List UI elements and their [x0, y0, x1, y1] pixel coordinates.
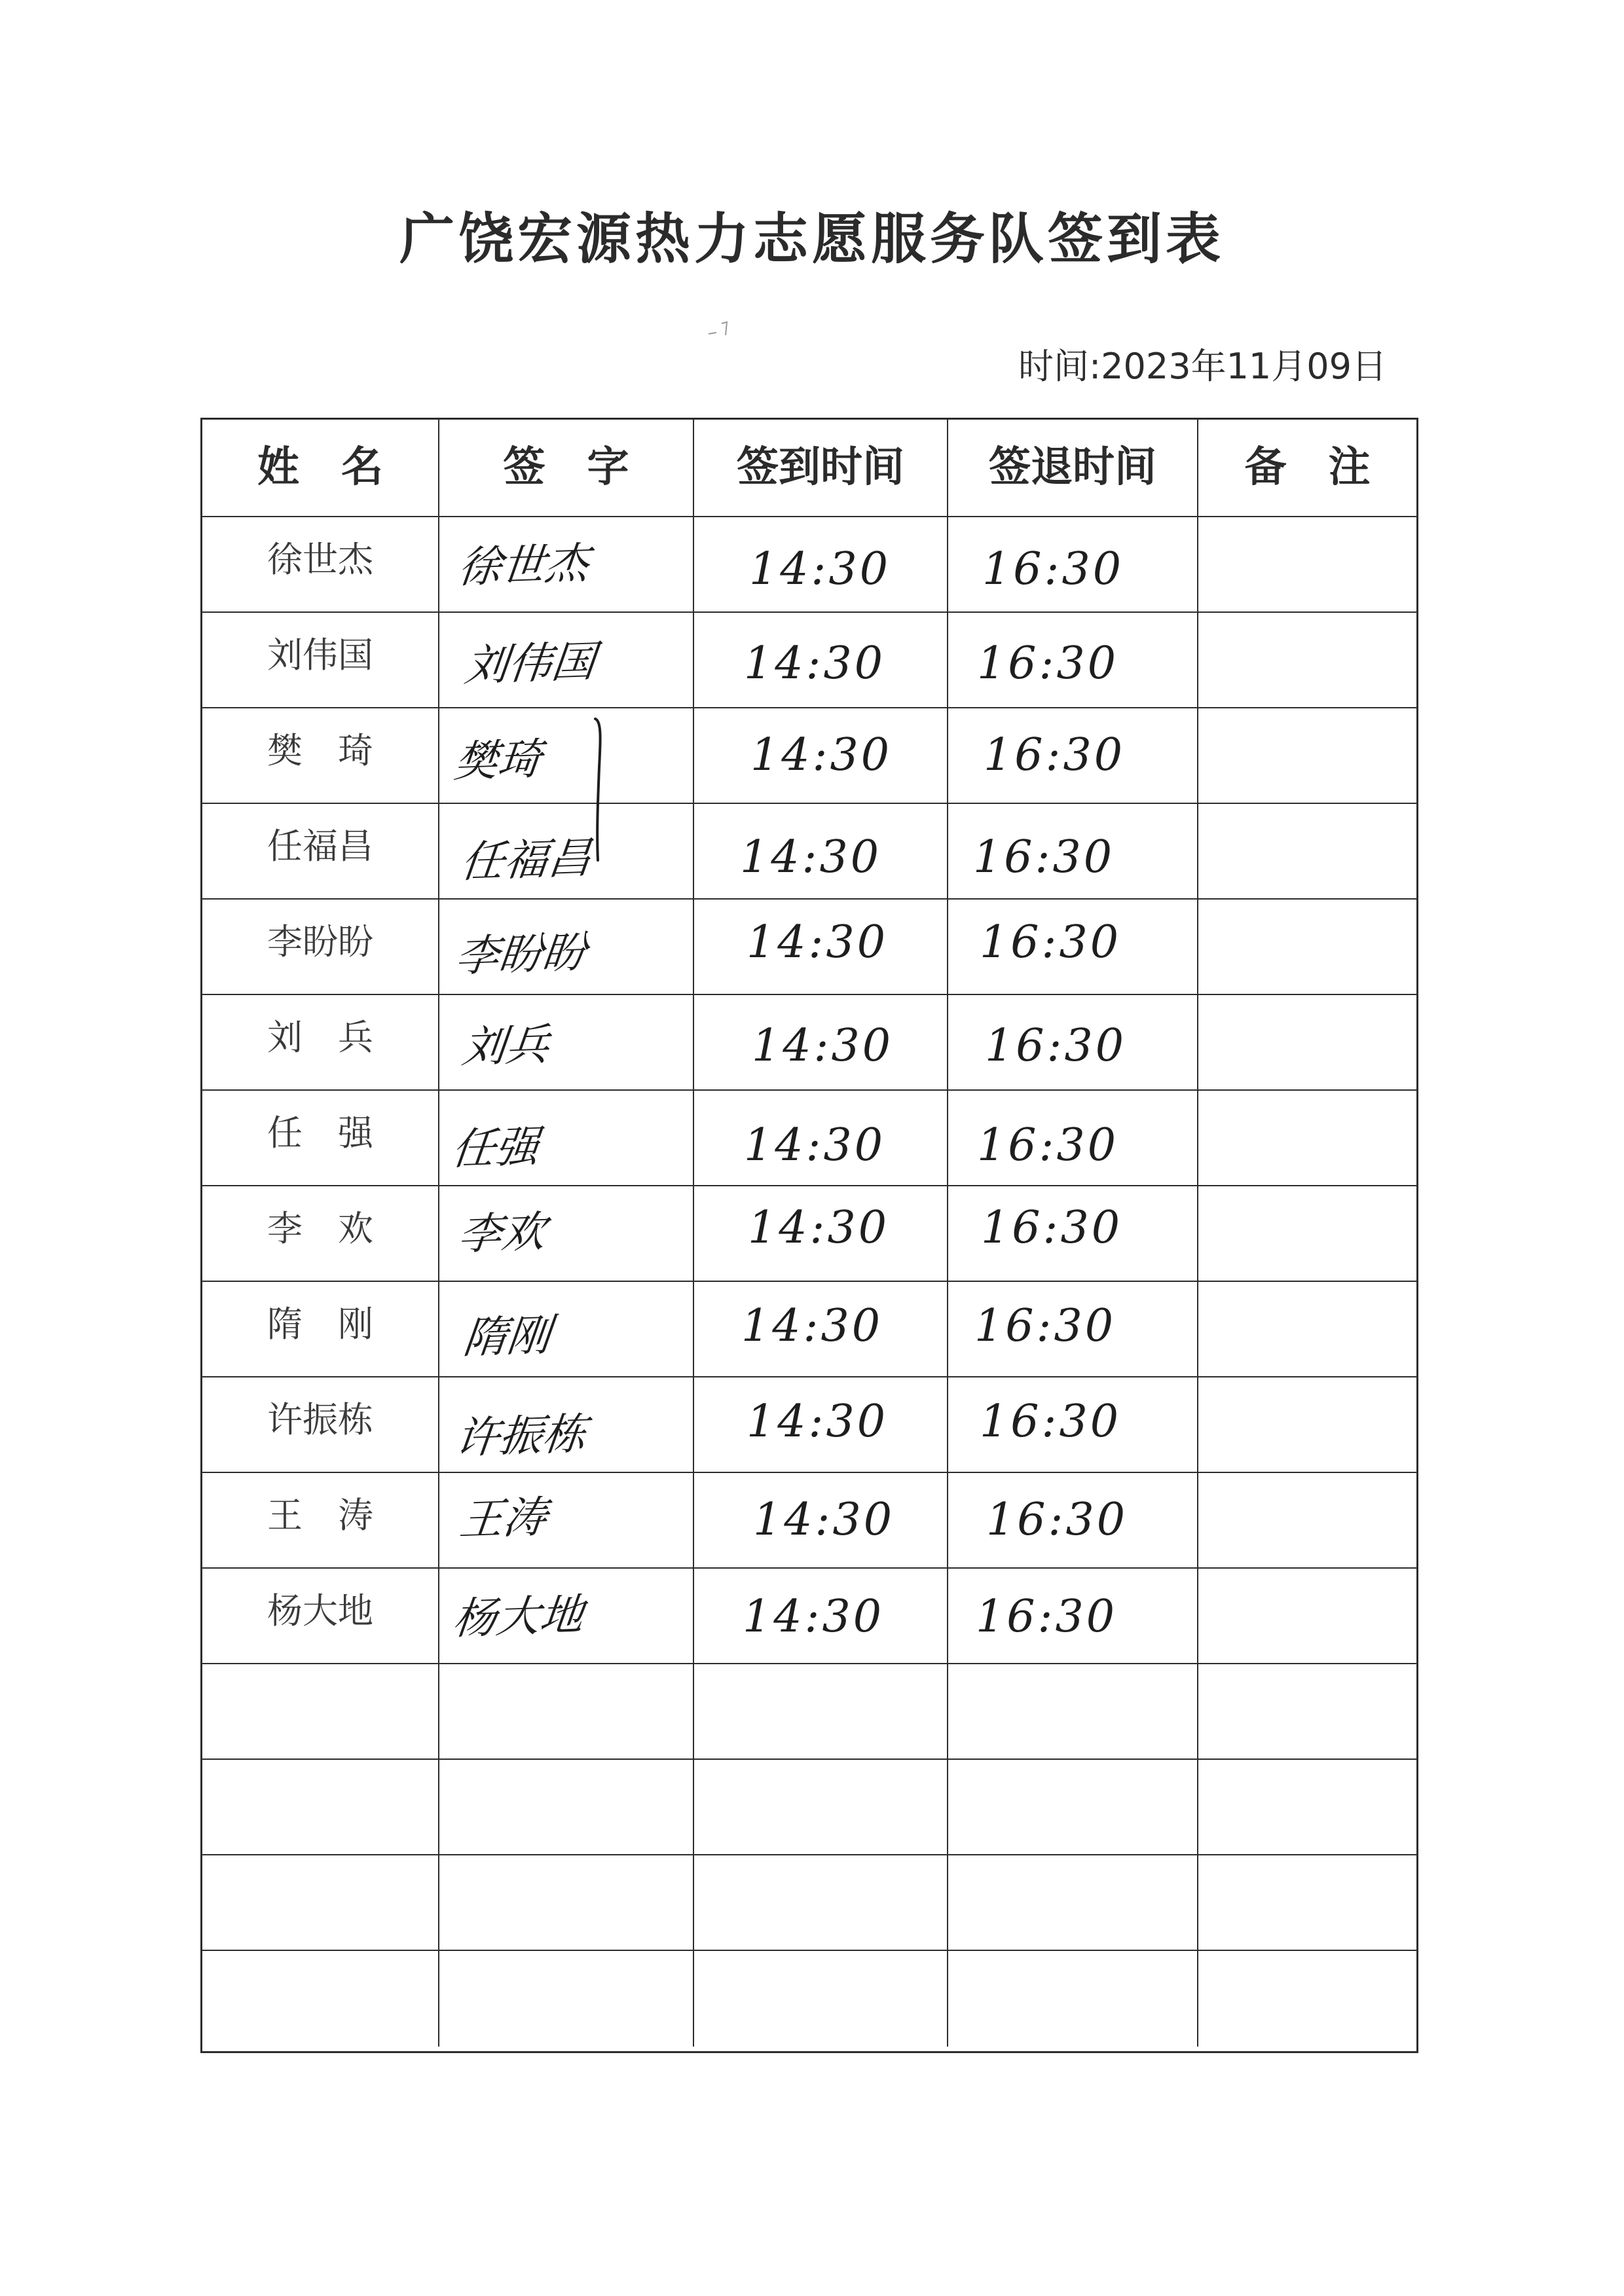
handwritten-checkin-time: 14:30	[750, 729, 892, 781]
checkin-cell	[694, 995, 948, 1091]
name-cell	[202, 900, 439, 995]
name-cell	[202, 1569, 439, 1664]
handwritten-signature: 刘伟国	[462, 636, 598, 691]
checkin-cell	[694, 1951, 948, 2047]
handwritten-checkout-time: 16:30	[980, 917, 1121, 968]
member-name: 任福昌	[267, 826, 373, 867]
table-row	[202, 900, 1416, 995]
member-name: 任 强	[267, 1112, 373, 1154]
handwritten-checkout-time: 16:30	[981, 1202, 1122, 1254]
member-name: 李 欢	[267, 1208, 373, 1249]
table-row	[202, 1282, 1416, 1377]
handwritten-checkin-time: 14:30	[752, 1020, 893, 1072]
table-row	[202, 1951, 1416, 2047]
handwritten-signature: 隋刚	[461, 1309, 553, 1364]
handwritten-checkin-time: 14:30	[747, 1396, 888, 1448]
table-row	[202, 1855, 1416, 1951]
checkout-cell	[948, 1282, 1198, 1377]
checkout-cell	[948, 1664, 1198, 1760]
checkout-cell	[948, 804, 1198, 900]
checkout-cell	[948, 1951, 1198, 2047]
handwritten-checkin-time: 14:30	[740, 831, 881, 883]
signature-cell	[439, 900, 694, 995]
table-row	[202, 517, 1416, 613]
table-row	[202, 995, 1416, 1091]
name-cell	[202, 1473, 439, 1569]
handwritten-checkin-time: 14:30	[743, 1591, 884, 1643]
remarks-cell	[1198, 1282, 1416, 1377]
handwritten-signature: 徐世杰	[455, 538, 591, 593]
checkin-cell	[694, 1855, 948, 1951]
member-name: 樊 琦	[267, 730, 373, 771]
name-cell	[202, 1091, 439, 1186]
handwritten-checkin-time: 14:30	[741, 1300, 883, 1352]
signature-cell	[439, 1760, 694, 1855]
signature-cell	[439, 1377, 694, 1473]
remarks-cell	[1198, 1664, 1416, 1760]
member-name: 李盼盼	[267, 921, 373, 962]
name-cell	[202, 1855, 439, 1951]
checkout-cell	[948, 1186, 1198, 1282]
sign-in-table	[200, 418, 1418, 2053]
handwritten-checkout-time: 16:30	[982, 543, 1124, 595]
date-label: 时间:2023年11月09日	[1018, 346, 1387, 387]
member-name: 刘伟国	[267, 634, 373, 676]
checkout-cell	[948, 1760, 1198, 1855]
checkin-cell	[694, 1282, 948, 1377]
name-cell	[202, 995, 439, 1091]
checkout-cell	[948, 900, 1198, 995]
handwritten-signature: 李盼盼	[452, 926, 589, 982]
signature-cell	[439, 1951, 694, 2047]
handwritten-signature: 任福昌	[458, 832, 594, 888]
member-name: 王 涛	[267, 1495, 373, 1536]
remarks-cell	[1198, 1760, 1416, 1855]
column-header-remarks: 备 注	[1198, 420, 1416, 517]
column-header-checkin: 签到时间	[694, 420, 948, 517]
stray-pen-mark	[707, 319, 733, 339]
handwritten-checkout-time: 16:30	[976, 1591, 1117, 1643]
name-cell	[202, 1760, 439, 1855]
remarks-cell	[1198, 1473, 1416, 1569]
handwritten-signature: 杨大地	[450, 1589, 586, 1645]
handwritten-checkout-time: 16:30	[986, 1494, 1128, 1546]
checkin-cell	[694, 1091, 948, 1186]
name-cell	[202, 1186, 439, 1282]
table-row	[202, 1186, 1416, 1282]
handwritten-checkout-time: 16:30	[977, 638, 1118, 689]
handwritten-checkin-time: 14:30	[749, 543, 891, 595]
handwritten-signature: 李欢	[456, 1206, 548, 1260]
checkout-cell	[948, 1473, 1198, 1569]
handwritten-checkin-time: 14:30	[744, 638, 885, 689]
signature-cell	[439, 1473, 694, 1569]
signature-cell	[439, 1282, 694, 1377]
handwritten-checkout-time: 16:30	[974, 1300, 1116, 1352]
handwritten-signature: 王涛	[457, 1491, 549, 1546]
handwritten-signature: 樊琦	[452, 733, 544, 788]
checkin-cell	[694, 517, 948, 613]
signature-cell	[439, 1091, 694, 1186]
checkin-cell	[694, 1377, 948, 1473]
name-cell	[202, 1664, 439, 1760]
table-row	[202, 1473, 1416, 1569]
checkout-cell	[948, 708, 1198, 804]
checkout-cell	[948, 613, 1198, 708]
checkout-cell	[948, 995, 1198, 1091]
remarks-cell	[1198, 517, 1416, 613]
name-cell	[202, 517, 439, 613]
name-cell	[202, 1377, 439, 1473]
checkin-cell	[694, 1473, 948, 1569]
remarks-cell	[1198, 900, 1416, 995]
checkout-cell	[948, 1569, 1198, 1664]
handwritten-checkout-time: 16:30	[984, 729, 1125, 781]
checkout-cell	[948, 1091, 1198, 1186]
name-cell	[202, 613, 439, 708]
checkin-cell	[694, 708, 948, 804]
checkin-cell	[694, 804, 948, 900]
signature-cell	[439, 995, 694, 1091]
signature-cell	[439, 1186, 694, 1282]
checkin-cell	[694, 1569, 948, 1664]
remarks-cell	[1198, 1951, 1416, 2047]
handwritten-checkout-time: 16:30	[980, 1396, 1121, 1448]
table-row	[202, 613, 1416, 708]
checkout-cell	[948, 1377, 1198, 1473]
member-name: 杨大地	[267, 1590, 373, 1631]
table-row	[202, 1569, 1416, 1664]
handwritten-signature: 任强	[449, 1121, 542, 1175]
handwritten-signature: 刘兵	[460, 1019, 552, 1073]
handwritten-checkin-time: 14:30	[748, 1202, 889, 1254]
remarks-cell	[1198, 995, 1416, 1091]
member-name: 许振栋	[267, 1399, 373, 1440]
handwritten-checkin-time: 14:30	[753, 1494, 895, 1546]
handwritten-checkin-time: 14:30	[747, 917, 888, 968]
signature-cell	[439, 708, 694, 804]
table-row	[202, 1760, 1416, 1855]
handwritten-checkout-time: 16:30	[973, 831, 1115, 883]
name-cell	[202, 1951, 439, 2047]
checkin-cell	[694, 900, 948, 995]
name-cell	[202, 708, 439, 804]
name-cell	[202, 804, 439, 900]
remarks-cell	[1198, 1569, 1416, 1664]
table-row	[202, 1664, 1416, 1760]
remarks-cell	[1198, 1377, 1416, 1473]
checkin-cell	[694, 1186, 948, 1282]
remarks-cell	[1198, 708, 1416, 804]
pen-stroke	[582, 715, 621, 866]
handwritten-checkout-time: 16:30	[977, 1120, 1118, 1171]
table-header-row	[202, 420, 1416, 517]
column-header-checkout: 签退时间	[948, 420, 1198, 517]
remarks-cell	[1198, 1186, 1416, 1282]
handwritten-checkout-time: 16:30	[985, 1020, 1126, 1072]
handwritten-checkin-time: 14:30	[744, 1120, 885, 1171]
signature-cell	[439, 613, 694, 708]
remarks-cell	[1198, 804, 1416, 900]
remarks-cell	[1198, 1855, 1416, 1951]
remarks-cell	[1198, 1091, 1416, 1186]
table-row	[202, 804, 1416, 900]
member-name: 刘 兵	[267, 1017, 373, 1058]
checkout-cell	[948, 517, 1198, 613]
name-cell	[202, 1282, 439, 1377]
page-title: 广饶宏源热力志愿服务队签到表	[399, 207, 1225, 271]
signature-cell	[439, 1569, 694, 1664]
checkin-cell	[694, 1664, 948, 1760]
column-header-signature: 签 字	[439, 420, 694, 517]
signature-cell	[439, 517, 694, 613]
checkin-cell	[694, 613, 948, 708]
checkin-cell	[694, 1760, 948, 1855]
table-row	[202, 1377, 1416, 1473]
remarks-cell	[1198, 613, 1416, 708]
member-name: 徐世杰	[267, 539, 373, 580]
column-header-name: 姓 名	[202, 420, 439, 517]
signature-cell	[439, 1855, 694, 1951]
table-row	[202, 1091, 1416, 1186]
table-row	[202, 708, 1416, 804]
checkout-cell	[948, 1855, 1198, 1951]
signature-cell	[439, 1664, 694, 1760]
member-name: 隋 刚	[267, 1303, 373, 1345]
handwritten-signature: 许振栋	[452, 1408, 589, 1464]
signature-cell	[439, 804, 694, 900]
